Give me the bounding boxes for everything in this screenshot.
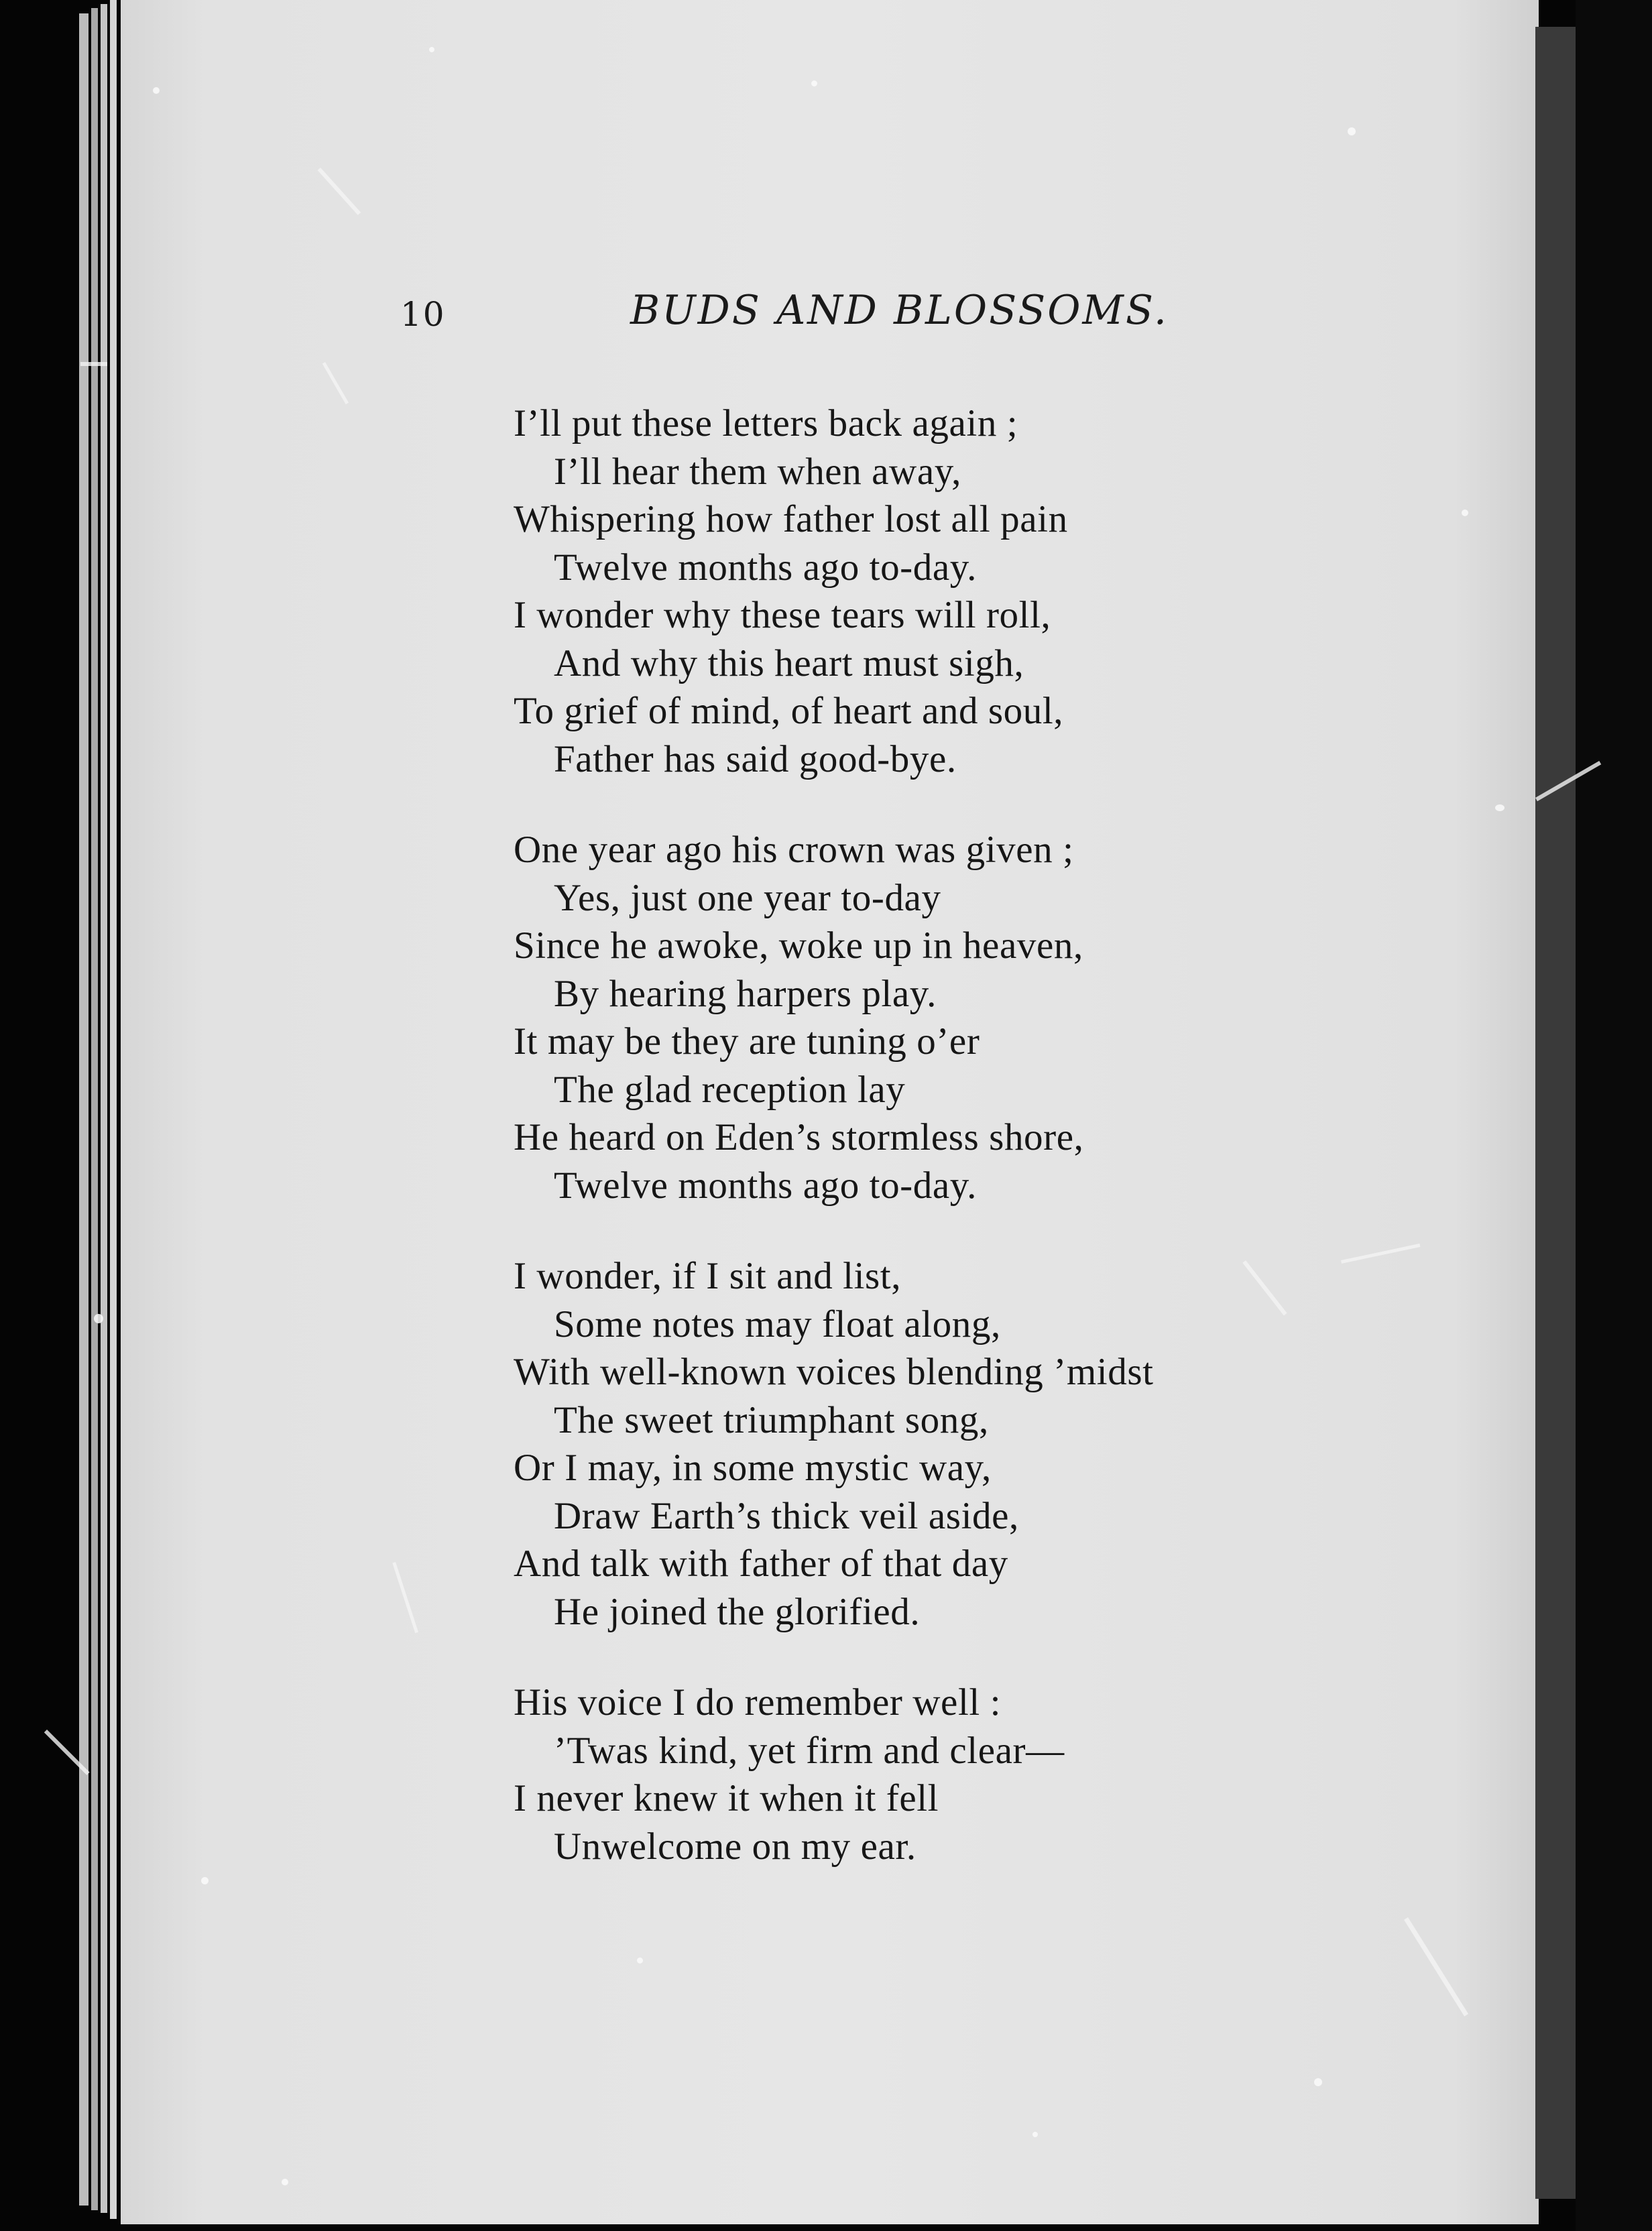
poem-line: Father has said good-bye. [554,737,957,780]
poem-line: Twelve months ago to-day. [554,546,978,589]
poem-line: He heard on Eden’s stormless shore, [514,1116,1084,1158]
scan-speck [811,80,817,86]
poem-line: By hearing harpers play. [554,972,937,1015]
page-edge [79,13,88,2206]
poem-line: The glad reception lay [554,1068,906,1111]
poem-line: Draw Earth’s thick veil aside, [554,1494,1019,1537]
poem-line: Yes, just one year to-day [554,876,941,919]
poem-line: ’Twas kind, yet firm and clear— [554,1729,1065,1772]
scan-speck [201,1877,209,1884]
poem-line: Some notes may float along, [554,1303,1001,1345]
poem-line: With well-known voices blending ’midst [514,1351,1154,1393]
poem-line: One year ago his crown was given ; [514,829,1074,871]
scan-speck [1495,804,1504,811]
poem-line: It may be they are tuning o’er [514,1020,980,1063]
stanza [514,826,1452,1209]
page-number: 10 [400,295,446,334]
stanza [514,1679,1452,1870]
poem-line: I’ll put these letters back again ; [514,402,1018,444]
poem-line: I never knew it when it fell [514,1777,939,1819]
poem-line: Twelve months ago to-day. [554,1164,978,1207]
poem-line: I’ll hear them when away, [554,450,961,493]
page-edge [91,8,98,2210]
scan-speck [429,47,434,52]
poem-line: To grief of mind, of heart and soul, [514,690,1064,732]
running-title: BUDS AND BLOSSOMS. [630,287,1169,334]
poem-line: Whispering how father lost all pain [514,498,1068,540]
scan-speck [1462,509,1468,516]
poem-line: Since he awoke, woke up in heaven, [514,924,1083,967]
scan-border [1576,0,1652,2231]
scan-scratch [80,362,107,366]
poem-line: And why this heart must sigh, [554,642,1024,684]
scan-speck [1314,2078,1322,2086]
scan-speck [282,2179,288,2185]
scan-speck [637,1957,643,1964]
poem-line: Unwelcome on my ear. [554,1825,917,1868]
poem-line: The sweet triumphant song, [554,1398,989,1441]
scan-speck [153,87,160,94]
page-edge [101,4,107,2213]
scan-speck [1348,127,1356,135]
poem-line: He joined the glorified. [554,1590,921,1633]
poem-body [514,400,1452,1913]
poem-line: His voice I do remember well : [514,1681,1002,1724]
scan-speck [94,1314,103,1323]
binding-strip [1535,27,1576,2199]
poem-line: I wonder why these tears will roll, [514,594,1051,636]
page-edge [110,0,117,2219]
stanza [514,400,1452,783]
stanza [514,1252,1452,1636]
poem-line: And talk with father of that day [514,1543,1008,1585]
poem-line: Or I may, in some mystic way, [514,1447,992,1489]
scan-speck [1032,2132,1038,2137]
poem-line: I wonder, if I sit and list, [514,1255,902,1297]
